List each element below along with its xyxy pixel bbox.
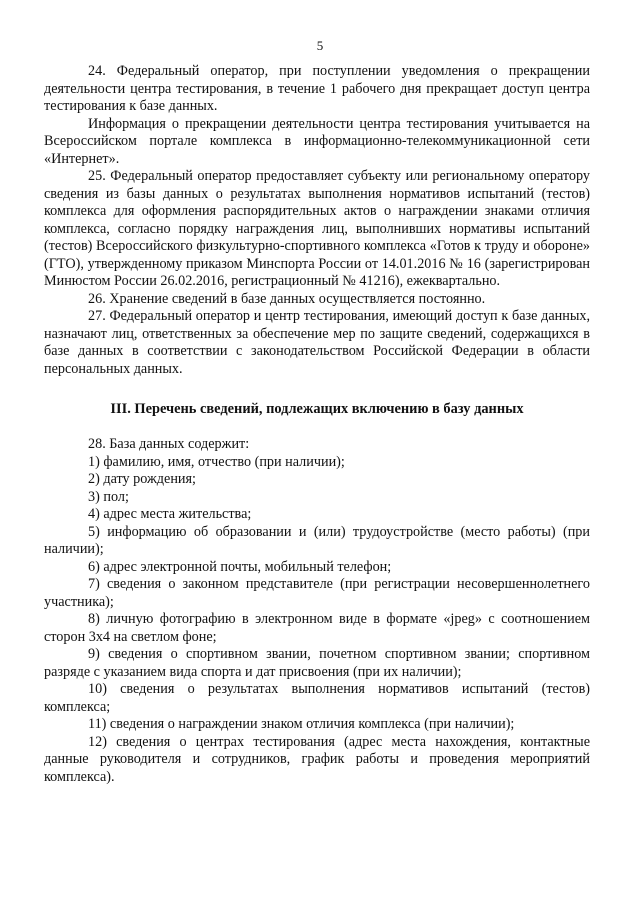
paragraph-25: 25. Федеральный оператор предоставляет субъекту или региональному оператору сведения из базы данных о результатах выполнения нормативов испытаний (тестов) комплекса для оформления распорядительных актов о награждении знаками отличия комплекса, согласно порядку награждения лиц, выполнивших нормативы испытаний (тестов) Всероссийского физкультурно-спортивного комплекса «Готов к труду и обороне» (ГТО), утвержденному приказом Минспорта России от 14.01.2016 № 16 (зарегистрирован Минюстом России 26.02.2016, регистрационный № 41216), ежеквартально. [44, 168, 590, 289]
page-number: 5 [316, 38, 324, 53]
paragraph-portal-info: Информация о прекращении деятельности центра тестирования учитывается на Всероссийском портале комплекса в информационно-телекоммуникационной сети «Интернет». [44, 115, 590, 167]
paragraph-26: 26. Хранение сведений в базе данных осуществляется постоянно. [88, 290, 486, 307]
paragraph-24: 24. Федеральный оператор, при поступлении уведомления о прекращении деятельности центра тестирования, в течение 1 рабочего дня прекращает доступ центра тестирования к базе данных. [44, 63, 590, 114]
list-item-11: 11) сведения о награждении знаком отличия комплекса (при наличии); [88, 716, 515, 732]
list-item-4: 4) адрес места жительства; [88, 506, 252, 522]
list-item-2: 2) дату рождения; [88, 471, 196, 487]
section-heading: III. Перечень сведений, подлежащих включению в базу данных [110, 401, 524, 417]
paragraph-27: 27. Федеральный оператор и центр тестирования, имеющий доступ к базе данных, назначают лиц, ответственных за обеспечение мер по защите сведений, содержащихся в базе данных в соответствии с законодательством Российской Федерации в области персональных данных. [44, 308, 590, 377]
list-item-5: 5) информацию об образовании и (или) трудоустройстве (место работы) (при наличии); [44, 523, 590, 557]
document-body [44, 63, 590, 786]
list-item-6: 6) адрес электронной почты, мобильный телефон; [88, 558, 392, 575]
list-item-12: 12) сведения о центрах тестирования (адрес места нахождения, контактные данные руководителя и сотрудников, график работы и проведения мероприятий комплекса). [44, 733, 590, 785]
list-item-8: 8) личную фотографию в электронном виде в формате «jpeg» с соотношением сторон 3x4 на светлом фоне; [44, 611, 590, 645]
paragraph-28: 28. База данных содержит: [88, 436, 250, 452]
list-item-3: 3) пол; [88, 488, 129, 505]
list-item-1: 1) фамилию, имя, отчество (при наличии); [88, 453, 345, 470]
list-item-10: 10) сведения о результатах выполнения нормативов испытаний (тестов) комплекса; [44, 681, 590, 715]
list-item-7: 7) сведения о законном представителе (при регистрации несовершеннолетнего участника); [44, 576, 590, 610]
list-item-9: 9) сведения о спортивном звании, почетном спортивном звании; спортивном разряде с указанием вида спорта и дат присвоения (при их наличии); [44, 646, 590, 680]
